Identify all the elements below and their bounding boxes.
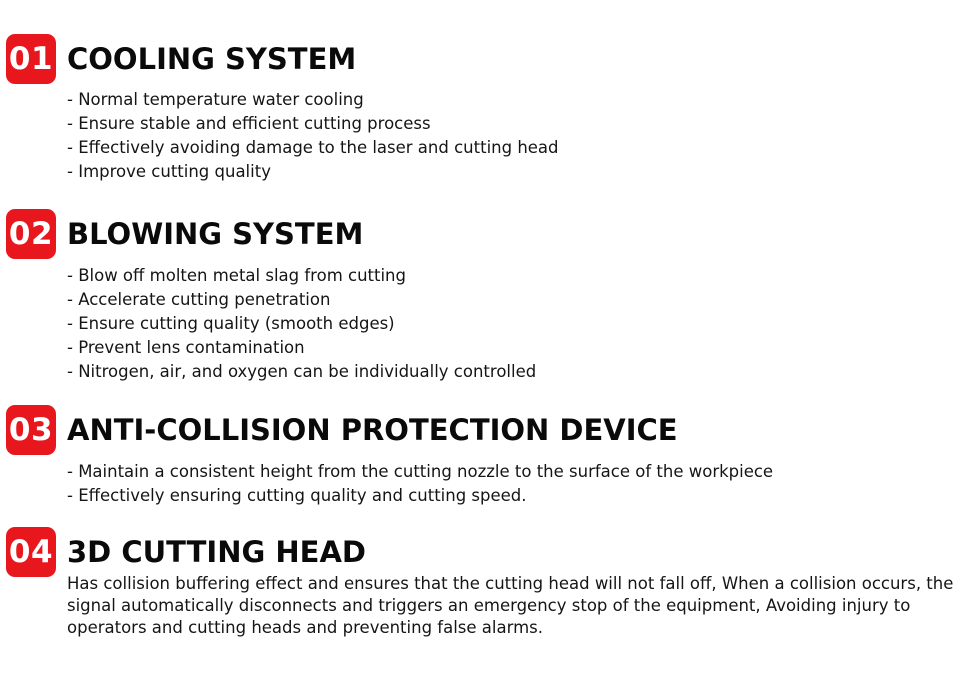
list-item: - Nitrogen, air, and oxygen can be individually controlled: [67, 362, 537, 381]
list-item: - Maintain a consistent height from the cutting nozzle to the surface of the workpiece: [67, 462, 774, 481]
section-title: ANTI-COLLISION PROTECTION DEVICE: [67, 413, 678, 447]
section-title: 3D CUTTING HEAD: [67, 535, 366, 569]
section-number-badge: 02: [6, 209, 56, 259]
feature-list: [67, 460, 773, 508]
feature-list: [67, 88, 559, 184]
list-item: - Blow off molten metal slag from cutting: [67, 266, 406, 285]
section-title: BLOWING SYSTEM: [67, 217, 364, 251]
list-item: - Ensure cutting quality (smooth edges): [67, 314, 395, 333]
section-number-badge: 03: [6, 405, 56, 455]
list-item: - Effectively ensuring cutting quality and cutting speed.: [67, 486, 527, 505]
list-item: - Prevent lens contamination: [67, 338, 305, 357]
feature-list: [67, 264, 536, 384]
section-number-badge: 04: [6, 527, 56, 577]
section-number-badge: 01: [6, 34, 56, 84]
list-item: - Accelerate cutting penetration: [67, 290, 331, 309]
list-item: - Normal temperature water cooling: [67, 90, 364, 109]
section-description: Has collision buffering effect and ensures that the cutting head will not fall off, When a collision occurs, the signal automatically disconnects and triggers an emergency stop of the equipment, Avoiding injury to operators and cutting heads and preventing false alarms.: [67, 574, 954, 637]
list-item: - Ensure stable and efficient cutting process: [67, 114, 431, 133]
section-title: COOLING SYSTEM: [67, 42, 357, 76]
list-item: - Improve cutting quality: [67, 162, 271, 181]
list-item: - Effectively avoiding damage to the laser and cutting head: [67, 138, 559, 157]
